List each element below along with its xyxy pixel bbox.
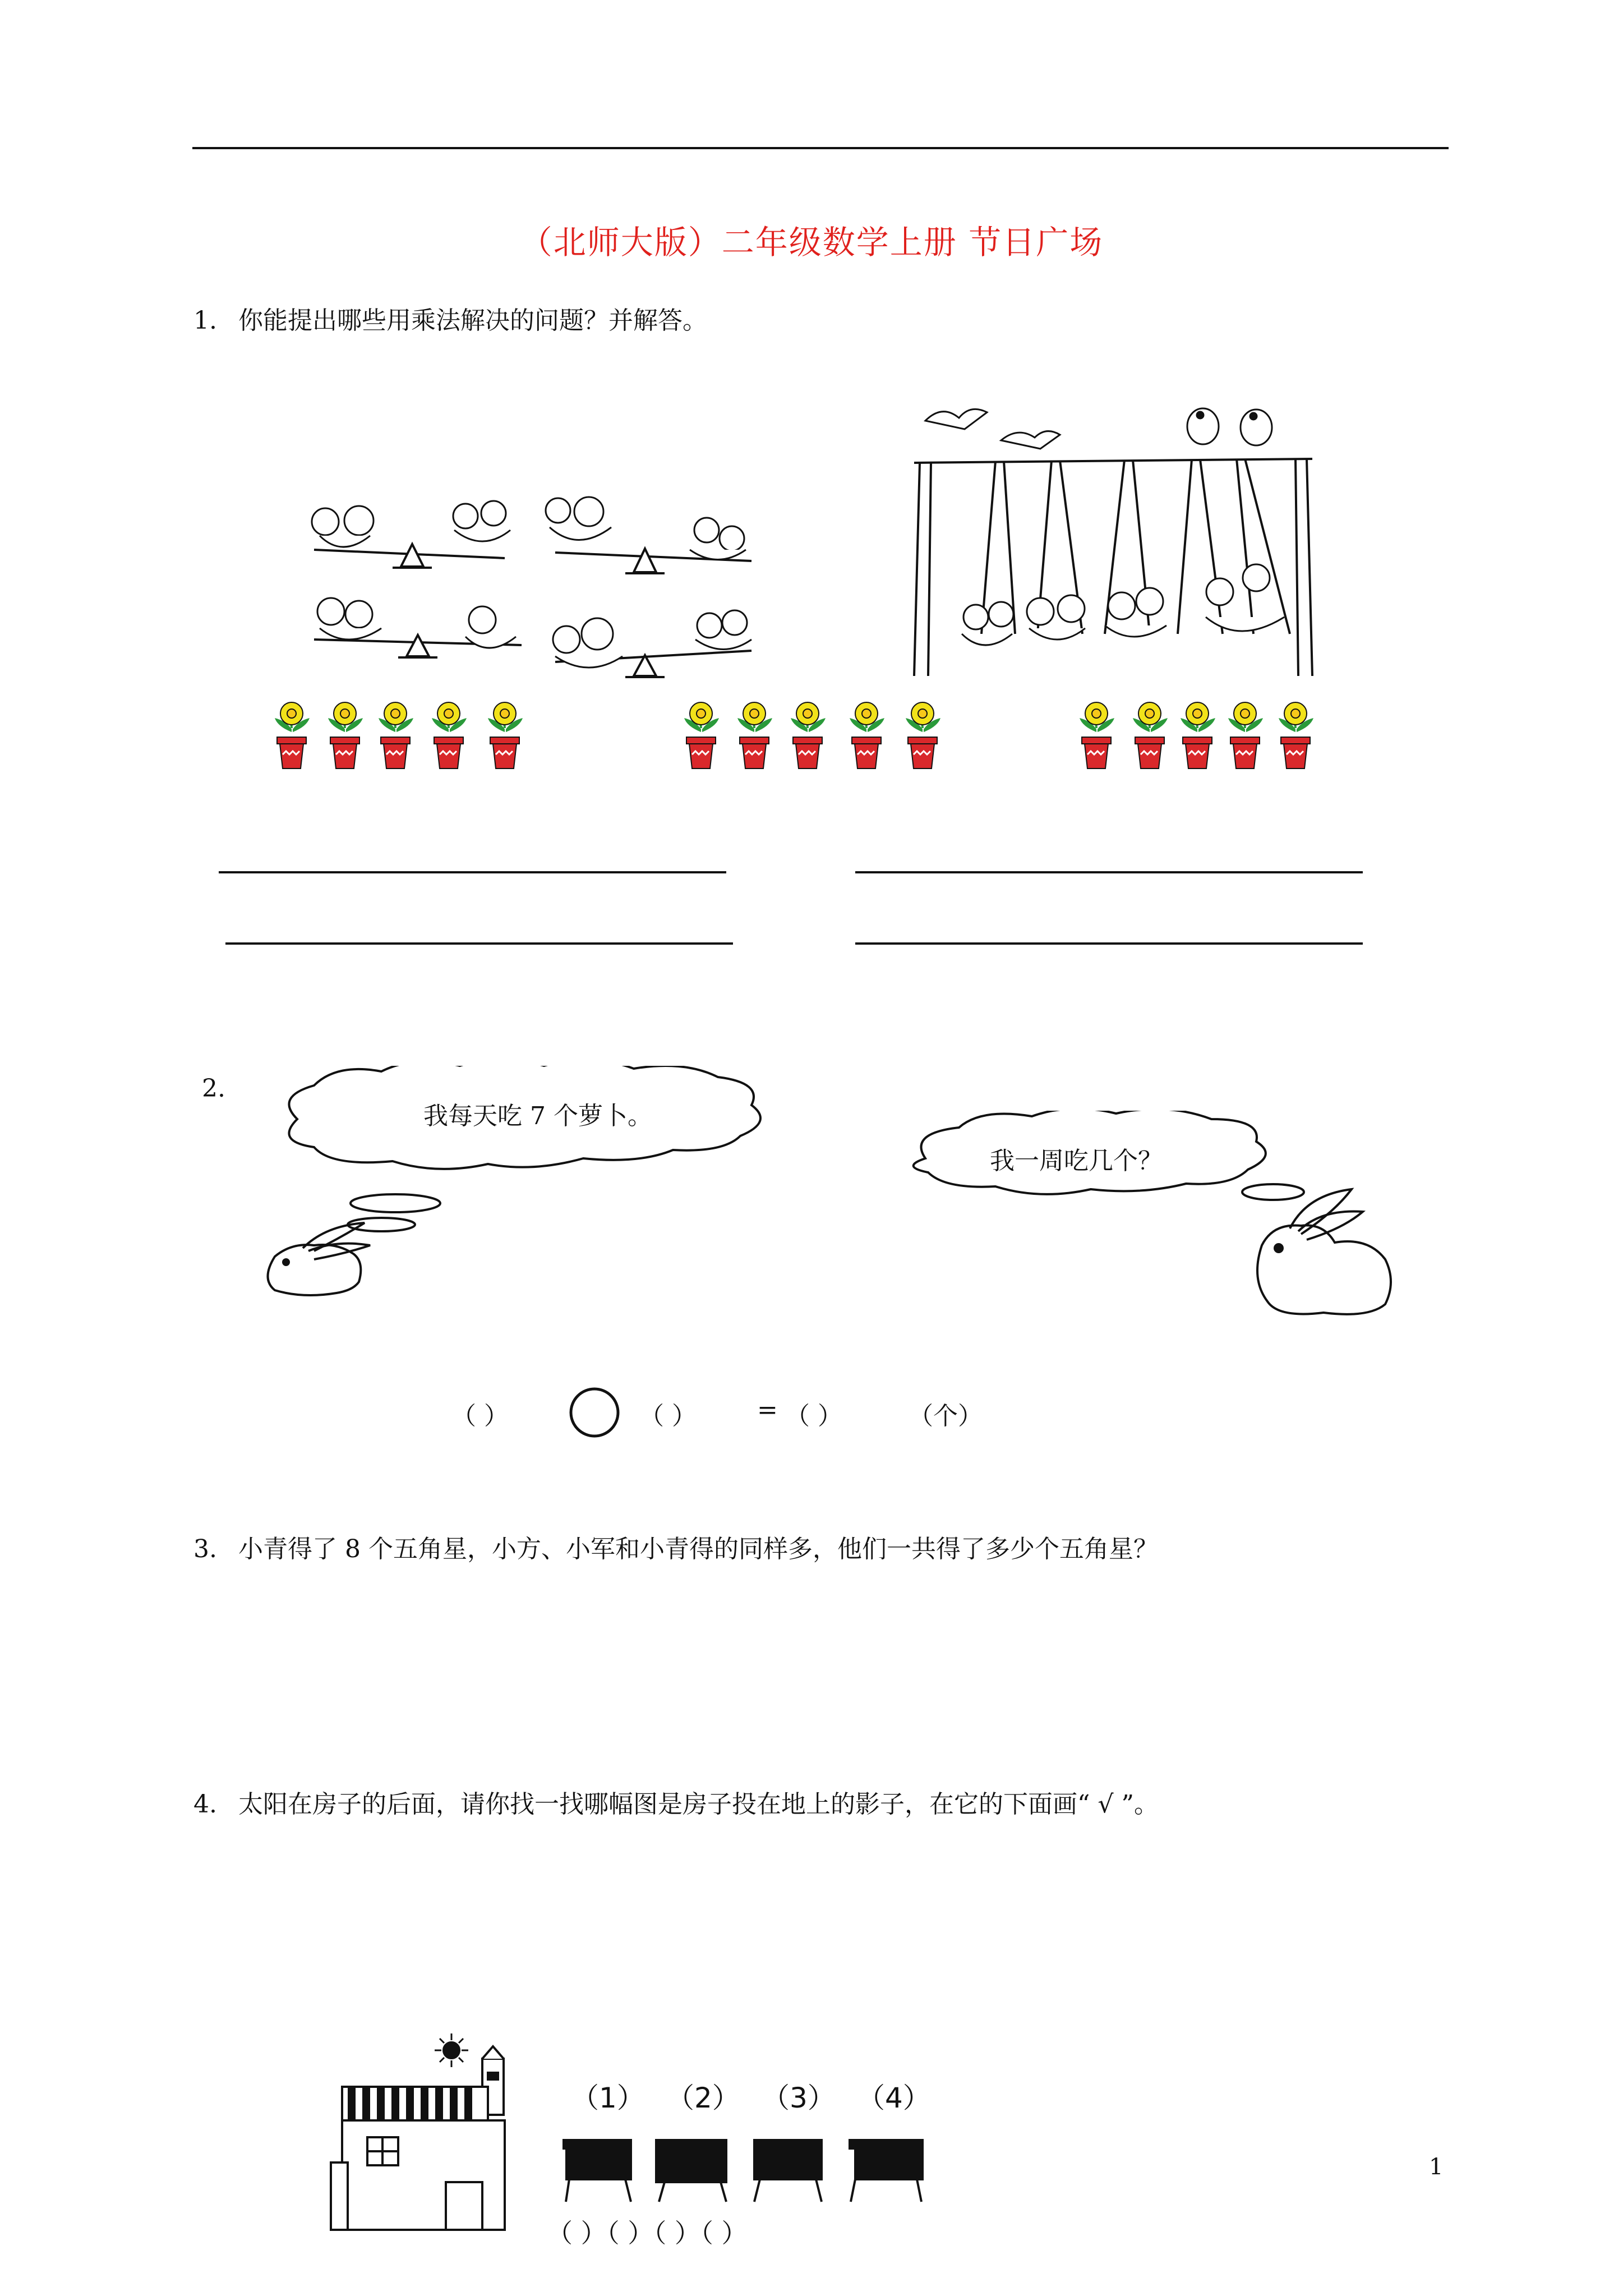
option-label-3: （3） xyxy=(762,2082,836,2114)
question-3 xyxy=(193,1529,1158,1565)
swing-illustration xyxy=(903,393,1324,690)
formula-blank-1[interactable]: （ ） xyxy=(451,1402,509,1430)
page-number: 1 xyxy=(1429,2154,1444,2180)
formula-blank-2[interactable]: （ ） xyxy=(639,1402,697,1430)
answer-line[interactable] xyxy=(219,871,726,873)
question-number: 4. xyxy=(193,1790,217,1819)
page-title: （北师大版）二年级数学上册 节日广场 xyxy=(519,223,1104,261)
question-text: 小青得了 8 个五角星，小方、小军和小青得的同样多，他们一共得了多少个五角星？ xyxy=(238,1535,1158,1563)
answer-line[interactable] xyxy=(855,942,1363,945)
shadow-options xyxy=(558,2137,939,2205)
option-label-2: （2） xyxy=(666,2082,740,2114)
seesaw-illustration xyxy=(303,477,774,701)
question-1 xyxy=(193,300,707,336)
answer-line[interactable] xyxy=(225,942,733,945)
answer-line[interactable] xyxy=(855,871,1363,873)
option-label-1: （1） xyxy=(571,2082,645,2114)
question-number: 3. xyxy=(193,1535,217,1563)
operator-circle[interactable] xyxy=(568,1386,621,1439)
question-text: 太阳在房子的后面，请你找一找哪幅图是房子投在地上的影子，在它的下面画“ √ ”。 xyxy=(238,1790,1159,1819)
left-bubble-text: 我每天吃 7 个萝卜。 xyxy=(423,1102,652,1130)
house-illustration xyxy=(325,2025,527,2233)
flower-pots xyxy=(269,701,1346,780)
question-text: 你能提出哪些用乘法解决的问题？并解答。 xyxy=(238,306,707,335)
formula-unit: （个） xyxy=(909,1402,983,1430)
shadow-answer-parens[interactable]: （ ）（ ）（ ）（ ） xyxy=(547,2218,748,2248)
right-bubble-text: 我一周吃几个？ xyxy=(990,1147,1163,1175)
question-2-number: 2. xyxy=(202,1074,225,1103)
header-rule xyxy=(192,147,1449,149)
question-4 xyxy=(193,1784,1159,1820)
question-number: 1. xyxy=(193,306,217,335)
formula-blank-3[interactable]: （ ） xyxy=(785,1402,842,1430)
formula-equals: = xyxy=(757,1396,778,1424)
option-label-4: （4） xyxy=(857,2082,931,2114)
